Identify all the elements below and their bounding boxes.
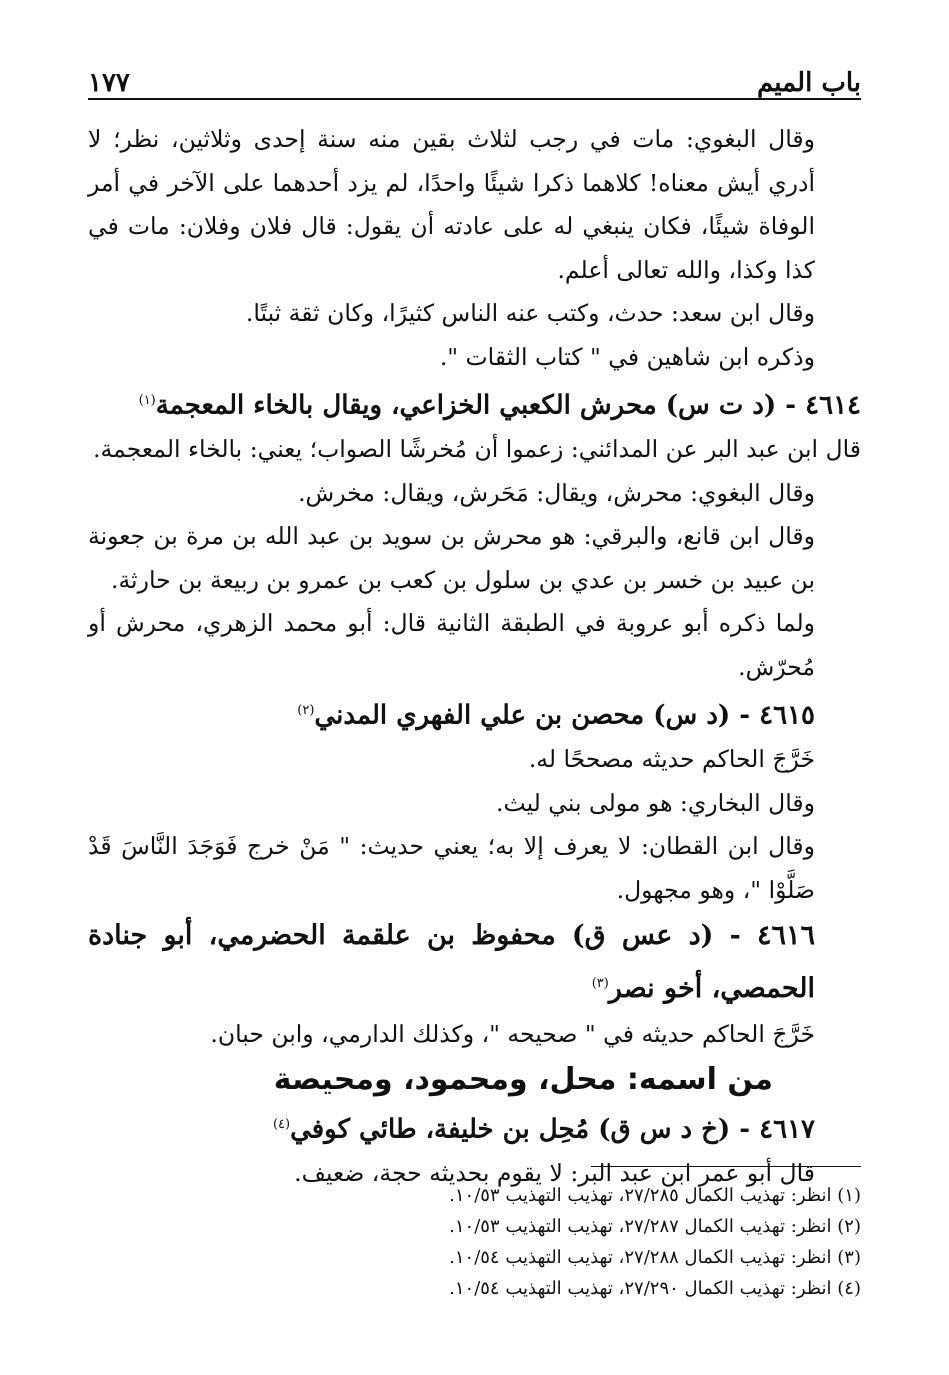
paragraph: قال أبو عمر ابن عبد البر: لا يقوم بحديثه حجة، ضعيف. [294, 1158, 815, 1187]
entry-heading-text: ٤٦١٧ - (خ د س ق) مُحِل بن خليفة، طائي كوفي [290, 1114, 815, 1145]
page-number: ١٧٧ [88, 68, 130, 98]
entry-heading-text: ٤٦١٤ - (د ت س) محرش الكعبي الخزاعي، ويقال بالخاء المعجمة [155, 390, 861, 421]
entry-heading-text: ٤٦١٥ - (د س) محصن بن علي الفهري المدني [314, 700, 815, 731]
paragraph: ولما ذكره أبو عروبة في الطبقة الثانية قال: أبو محمد الزهري، محرش أو مُحرّش. [88, 609, 815, 681]
paragraph: خَرَّجَ الحاكم حديثه في " صحيحه "، وكذلك الدارمي، وابن حبان. [210, 1020, 815, 1049]
entry-heading-text: ٤٦١٦ - (د عس ق) محفوظ بن علقمة الحضرمي، أبو جنادة الحمصي، أخو نصر [88, 920, 815, 1005]
running-title: باب الميم [756, 68, 861, 98]
header-rule [88, 98, 861, 100]
paragraph: وقال البغوي: محرش، ويقال: مَحَرش، ويقال: مخرش. [298, 478, 815, 507]
entry-4615-heading [88, 689, 861, 738]
paragraph: وقال ابن القطان: لا يعرف إلا به؛ يعني حديث: " مَنْ خرج فَوَجَدَ النَّاسَ قَدْ صَلَّوْا "، وهو مجهول. [88, 832, 815, 904]
paragraph: وذكره ابن شاهين في " كتاب الثقات ". [439, 342, 815, 371]
paragraph: خَرَّجَ الحاكم حديثه مصححًا له. [528, 745, 815, 774]
paragraph: وقال البخاري: هو مولى بني ليث. [496, 788, 815, 817]
footnote-ref: (١) [138, 393, 156, 408]
entry-4617-heading [88, 1103, 861, 1152]
footnote-ref: (٢) [297, 703, 315, 719]
section-heading: من اسمه: محل، ومحمود، ومحيصة [273, 1061, 773, 1097]
footnote-ref: (٤) [272, 1116, 291, 1132]
footnote-separator [591, 1166, 861, 1167]
entry-4614-heading [88, 379, 861, 428]
footnote: (٤) انظر: تهذيب الكمال ٢٧/٢٩٠، تهذيب التهذيب ١٠/٥٤. [449, 1278, 861, 1299]
footnote: (١) انظر: تهذيب الكمال ٢٧/٢٨٥، تهذيب التهذيب ١٠/٥٣. [449, 1185, 861, 1206]
footnotes [88, 1180, 861, 1304]
footnote: (٣) انظر: تهذيب الكمال ٢٧/٢٨٨، تهذيب التهذيب ١٠/٥٤. [449, 1247, 861, 1268]
footnote-ref: (٣) [591, 976, 609, 992]
paragraph: وقال ابن سعد: حدث، وكتب عنه الناس كثيرًا، وكان ثقة ثبتًا. [245, 299, 815, 327]
paragraph: وقال ابن قانع، والبرقي: هو محرش بن سويد بن عبد الله بن مرة بن جعونة بن عبيد بن خسر بن عدي بن سلول بن كعب بن عمرو بن ربيعة بن حارثة. [88, 522, 815, 594]
paragraph: وقال البغوي: مات في رجب لثلاث بقين منه سنة إحدى وثلاثين، نظر؛ لا أدري أيش معناه! كلاهما ذكرا شيئًا واحدًا، لم يزد أحدهما على الآخر في أمر الوفاة شيئًا، فكان ينبغي له على عادته أن يقول: قال فلان وفلان: مات في كذا وكذا، والله تعالى أعلم. [88, 125, 815, 284]
entry-4616-heading [88, 912, 861, 1013]
footnote: (٢) انظر: تهذيب الكمال ٢٧/٢٨٧، تهذيب التهذيب ١٠/٥٣. [449, 1216, 861, 1237]
paragraph: قال ابن عبد البر عن المدائني: زعموا أن مُخرشًا الصواب؛ يعني: بالخاء المعجمة. [93, 435, 861, 464]
main-text [88, 118, 861, 1195]
page-header [88, 58, 861, 98]
